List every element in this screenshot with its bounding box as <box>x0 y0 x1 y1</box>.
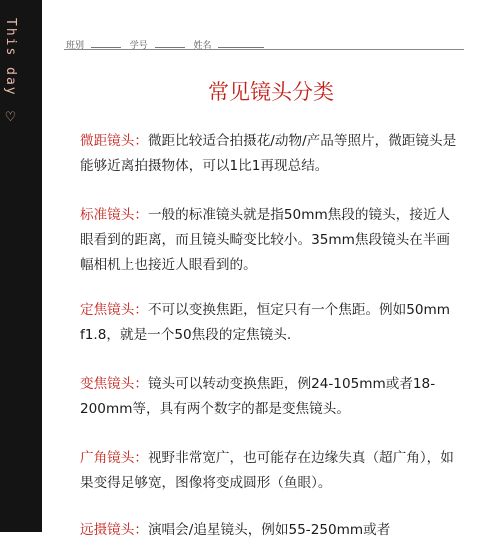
sidebar-vertical-text <box>3 18 18 127</box>
section-term: 变焦镜头 <box>80 376 135 392</box>
class-blank <box>91 39 121 48</box>
class-label: 班别 <box>66 41 85 51</box>
left-sidebar <box>0 0 42 532</box>
section-term: 广角镜头 <box>80 450 135 466</box>
section-macro-lens <box>80 129 460 179</box>
section-standard-lens <box>80 203 460 278</box>
document-page <box>42 0 500 538</box>
name-blank <box>218 39 264 48</box>
sidebar-caption: This day <box>3 18 18 97</box>
student-id-label: 学号 <box>129 41 148 51</box>
section-text: 演唱会/追星镜头，例如55-250mm或者 <box>147 522 391 538</box>
section-wide-angle-lens <box>80 446 460 496</box>
section-text: 微距比较适合拍摄花/动物/产品等照片，微距镜头是能够近离拍摄物体，可以1比1再现总结。 <box>80 133 457 174</box>
section-text: 视野非常宽广，也可能存在边缘失真（超广角），如果变得足够宽，图像将变成圆形（鱼眼）。 <box>80 450 454 491</box>
section-colon: ： <box>134 522 148 538</box>
section-text: 镜头可以转动变换焦距，例24-105mm或者18-200mm等，具有两个数字的都是变焦镜头。 <box>80 376 436 417</box>
section-telephoto-lens <box>80 518 460 543</box>
section-term: 标准镜头 <box>80 207 135 223</box>
header-divider <box>64 49 464 50</box>
section-colon: ： <box>134 376 148 392</box>
section-text: 不可以变换焦距，恒定只有一个焦距。例如50mm f1.8，就是一个50焦段的定焦镜头. <box>80 302 451 343</box>
section-colon: ： <box>134 450 148 466</box>
page-title: 常见镜头分类 <box>208 80 334 104</box>
section-term: 远摄镜头 <box>80 522 135 538</box>
student-id-blank <box>155 39 185 48</box>
section-prime-lens <box>80 298 460 348</box>
section-colon: ： <box>134 207 148 223</box>
section-text: 一般的标准镜头就是指50mm焦段的镜头，接近人眼看到的距离，而且镜头畸变比较小。35mm焦段镜头在半画幅相机上也接近人眼看到的。 <box>80 207 451 273</box>
section-zoom-lens <box>80 372 460 422</box>
section-term: 定焦镜头 <box>80 302 135 318</box>
section-term: 微距镜头 <box>80 133 135 149</box>
section-colon: ： <box>134 133 148 149</box>
heart-icon: ♡ <box>3 110 18 128</box>
section-colon: ： <box>134 302 148 318</box>
name-label: 姓名 <box>193 41 212 51</box>
